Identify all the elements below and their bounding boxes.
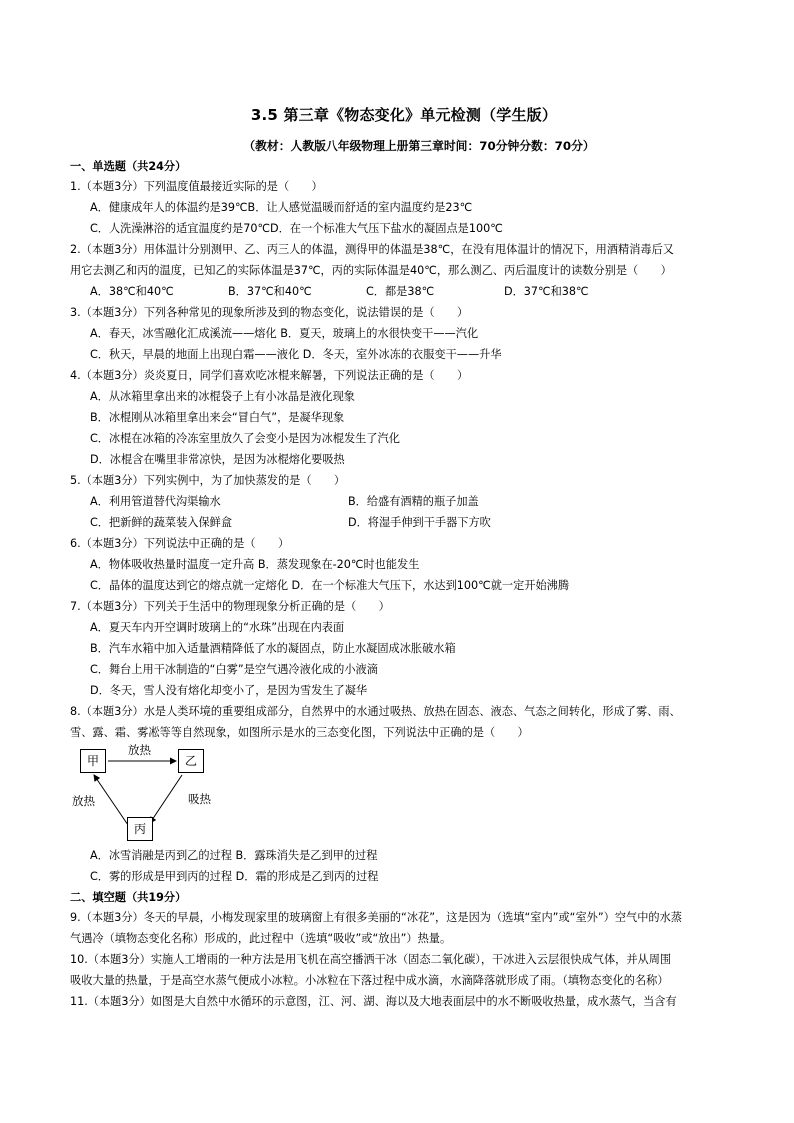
option-b: B．给盛有酒精的瓶子加盖 bbox=[348, 495, 479, 508]
question-line-1: 11.（本题3分）如图是大自然中水循环的示意图，江、河、湖、海以及大地表面层中的水不断吸收热量，成水蒸气，当含有 bbox=[70, 995, 677, 1008]
question-stem-line-2: 雪、露、霜、雾凇等等自然现象，如图所示是水的三态变化图，下列说法中正确的是（ ） bbox=[70, 726, 529, 739]
page-title: 3.5 第三章《物态变化》单元检测（学生版） bbox=[250, 106, 558, 124]
question-line-1: 10.（本题3分）实施人工增雨的一种方法是用飞机在高空播洒干冰（固态二氧化碳），干冰进入云层很快成气体，并从周围 bbox=[70, 953, 672, 966]
option-line-ab: A．物体吸收热量时温度一定升高 B．蒸发现象在-20℃时也能发生 bbox=[90, 558, 420, 571]
question-line-2: 吸收大量的热量，于是高空水蒸气便成小冰粒。小冰粒在下落过程中成水滴，水滴降落就形成了雨。（填物态变化的名称） bbox=[70, 974, 669, 987]
option-line-cd: C．晶体的温度达到它的熔点就一定熔化 D．在一个标准大气压下，水达到100℃就一定开始沸腾 bbox=[90, 579, 570, 592]
option-c: C．舞台上用干冰制造的“白雾”是空气遇冷液化成的小液滴 bbox=[90, 663, 378, 676]
label-right-absorb-heat: 吸热 bbox=[188, 792, 211, 806]
option-d: D．冬天，雪人没有熔化却变小了，是因为雪发生了凝华 bbox=[90, 684, 368, 697]
question-9 bbox=[70, 907, 738, 949]
question-2 bbox=[70, 239, 738, 302]
section-heading-single-choice: 一、单选题（共24分） bbox=[70, 160, 187, 173]
arrow-bing-to-jia bbox=[94, 775, 128, 825]
option-d: D．冰棍含在嘴里非常凉快，是因为冰棍熔化要吸热 bbox=[90, 453, 345, 466]
option-row-ab bbox=[70, 491, 738, 512]
question-line-2: 气遇冷（填物态变化名称）形成的，此过程中（选填“吸收”或“放出”）热量。 bbox=[70, 932, 452, 945]
question-stem: 4.（本题3分）炎炎夏日，同学们喜欢吃冰棍来解暑，下列说法正确的是（ ） bbox=[70, 369, 469, 382]
question-1 bbox=[70, 176, 738, 239]
option-d: D．将湿手伸到干手器下方吹 bbox=[348, 516, 491, 529]
option-c: C．都是38℃ bbox=[366, 285, 435, 298]
option-a: A．38℃和40℃ bbox=[90, 285, 174, 298]
option-row bbox=[70, 281, 738, 302]
section-heading-fill-in: 二、填空题（共19分） bbox=[70, 891, 187, 904]
question-7 bbox=[70, 596, 738, 701]
question-3 bbox=[70, 302, 738, 365]
option-line-cd: C．人洗澡淋浴的适宜温度约是70℃D．在一个标准大气压下盐水的凝固点是100℃ bbox=[90, 222, 503, 235]
option-b: B．汽车水箱中加入适量酒精降低了水的凝固点，防止水凝固成冰胀破水箱 bbox=[90, 642, 456, 655]
option-a: A．从冰箱里拿出来的冰棍袋子上有小冰晶是液化现象 bbox=[90, 390, 355, 403]
label-top-release-heat: 放热 bbox=[128, 743, 151, 757]
option-row-cd bbox=[70, 512, 738, 533]
question-stem: 3.（本题3分）下列各种常见的现象所涉及到的物态变化，说法错误的是（ ） bbox=[70, 306, 469, 319]
question-8 bbox=[70, 701, 738, 887]
option-b: B．冰棍刚从冰箱里拿出来会“冒白气”，是凝华现象 bbox=[90, 411, 345, 424]
worksheet-page bbox=[70, 104, 738, 1012]
option-c: C．冰棍在冰箱的冷冻室里放久了会变小是因为冰棍发生了汽化 bbox=[90, 432, 400, 445]
state-box-yi: 乙 bbox=[178, 749, 204, 773]
state-box-bing: 丙 bbox=[127, 817, 153, 841]
label-left-release-heat: 放热 bbox=[72, 794, 95, 808]
option-c: C．把新鲜的蔬菜装入保鲜盒 bbox=[90, 516, 233, 529]
question-stem-line-2: 用它去测乙和丙的温度，已知乙的实际体温是37℃，丙的实际体温是40℃，那么测乙、丙后温度计的读数分别是（ ） bbox=[70, 264, 672, 277]
option-line-ab: A．春天，冰雪融化汇成溪流——熔化 B．夏天，玻璃上的水很快变干——汽化 bbox=[90, 327, 479, 340]
question-stem: 5.（本题3分）下列实例中，为了加快蒸发的是（ ） bbox=[70, 474, 346, 487]
option-a: A．利用管道替代沟渠输水 bbox=[90, 495, 221, 508]
option-line-cd: C．秋天，早晨的地面上出现白霜——液化 D．冬天，室外冰冻的衣服变干——升华 bbox=[90, 348, 502, 361]
question-4 bbox=[70, 365, 738, 470]
option-d: D．37℃和38℃ bbox=[504, 285, 589, 298]
question-6 bbox=[70, 533, 738, 596]
option-b: B．37℃和40℃ bbox=[228, 285, 312, 298]
option-line-ab: A．健康成年人的体温约是39℃B．让人感觉温暖而舒适的室内温度约是23℃ bbox=[90, 201, 473, 214]
arrow-yi-to-bing bbox=[150, 775, 182, 823]
question-stem: 6.（本题3分）下列说法中正确的是（ ） bbox=[70, 537, 290, 550]
option-a: A．夏天车内开空调时玻璃上的“水珠”出现在内表面 bbox=[90, 621, 345, 634]
question-5 bbox=[70, 470, 738, 533]
question-stem-line-1: 8.（本题3分）水是人类环境的重要组成部分，自然界中的水通过吸热、放热在固态、液态、气态之间转化，形成了雾、雨、 bbox=[70, 705, 681, 718]
question-line-1: 9.（本题3分）冬天的早晨，小梅发现家里的玻璃窗上有很多美丽的“冰花”，这是因为（选填“室内”或“室外”）空气中的水蒸 bbox=[70, 911, 682, 924]
option-line-cd: C．雾的形成是甲到丙的过程 D．霜的形成是乙到丙的过程 bbox=[90, 870, 379, 883]
three-state-diagram bbox=[70, 745, 738, 841]
question-stem: 7.（本题3分）下列关于生活中的物理现象分析正确的是（ ） bbox=[70, 600, 390, 613]
state-box-jia: 甲 bbox=[80, 749, 106, 773]
question-stem-line-1: 2.（本题3分）用体温计分别测甲、乙、丙三人的体温，测得甲的体温是38℃，在没有甩体温计的情况下，用酒精消毒后又 bbox=[70, 243, 674, 256]
option-line-ab: A．冰雪消融是丙到乙的过程 B．露珠消失是乙到甲的过程 bbox=[90, 849, 378, 862]
question-10 bbox=[70, 949, 738, 991]
question-stem: 1.（本题3分）下列温度值最接近实际的是（ ） bbox=[70, 180, 323, 193]
page-subtitle: （教材：人教版八年级物理上册第三章时间：70分钟分数：70分） bbox=[243, 139, 595, 153]
question-11 bbox=[70, 991, 738, 1012]
